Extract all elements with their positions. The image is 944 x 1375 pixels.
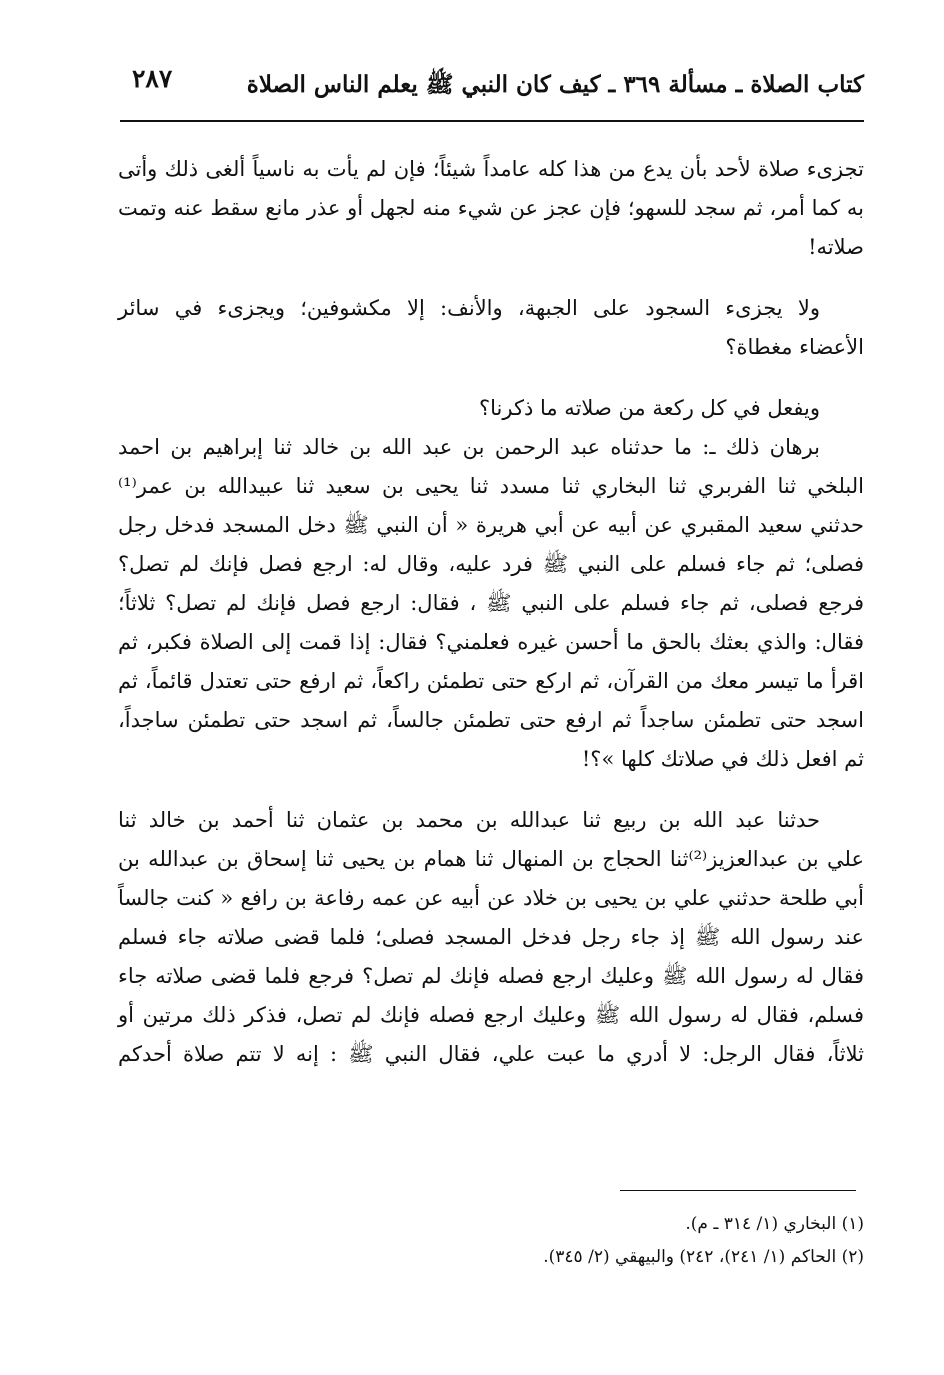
paragraph-2 (118, 289, 864, 367)
paragraph-5 (118, 801, 864, 1074)
text-line: الأعضاء مغطاة؟ (725, 335, 864, 359)
text-line: اسجد حتى تطمئن ساجداً ثم ارفع حتى تطمئن جالساً، ثم اسجد حتى تطمئن ساجداً، (118, 708, 864, 732)
text-line: برهان ذلك ـ: ما حدثناه عبد الرحمن بن عبد الله بن خالد ثنا إبراهيم بن احمد (118, 435, 820, 459)
text-line: حدثني سعيد المقبري عن أبيه عن أبي هريرة « أن النبي ﷺ دخل المسجد فدخل رجل (118, 513, 864, 537)
main-text (118, 150, 864, 1074)
footnote-1: (١) البخاري (١/ ٣١٤ ـ م). (685, 1214, 864, 1234)
text-line: اقرأ ما تيسر معك من القرآن، ثم اركع حتى تطمئن راكعاً، ثم ارفع حتى تعتدل قائماً، ثم (118, 669, 864, 693)
footnotes (118, 1208, 864, 1274)
text-line: صلاته! (808, 235, 864, 259)
paragraph-4 (118, 428, 864, 779)
paragraph-1 (118, 150, 864, 267)
page-header (120, 62, 864, 114)
paragraph-3 (118, 389, 864, 428)
text-line: ويفعل في كل ركعة من صلاته ما ذكرنا؟ (478, 396, 820, 420)
running-title: كتاب الصلاة ـ مسألة ٣٦٩ ـ كيف كان النبي ﷺ يعلم الناس الصلاة (246, 71, 864, 98)
text-line: عند رسول الله ﷺ إذ جاء رجل فدخل المسجد فصلى؛ فلما قضى صلاته جاء فسلم (118, 925, 864, 949)
text-line: فقال له رسول الله ﷺ وعليك ارجع فصله فإنك لم تصل؟ فرجع فلما قضى صلاته جاء (118, 964, 864, 988)
text-line: أبي طلحة حدثني علي بن يحيى بن خلاد عن أبيه عن عمه رفاعة بن رافع « كنت جالساً (118, 886, 864, 910)
text-line: تجزىء صلاة لأحد بأن يدع من هذا كله عامداً شيئاً؛ فإن لم يأت به ناسياً ألغى ذلك وأتى (118, 157, 864, 181)
text-line: به كما أمر، ثم سجد للسهو؛ فإن عجز عن شيء منه لجهل أو عذر مانع سقط عنه وتمت (118, 196, 864, 220)
text-line: البلخي ثنا الفربري ثنا البخاري ثنا مسدد ثنا يحيى بن سعيد ثنا عبيدالله بن عمر⁽¹⁾ (118, 474, 864, 498)
text-line: علي بن عبدالعزيز⁽²⁾ثنا الحجاج بن المنهال ثنا همام بن يحيى ثنا إسحاق بن عبدالله بن (118, 847, 864, 871)
text-line: حدثنا عبد الله بن ربيع ثنا عبدالله بن محمد بن عثمان ثنا أحمد بن خالد ثنا (118, 808, 820, 832)
text-line: ولا يجزىء السجود على الجبهة، والأنف: إلا مكشوفين؛ ويجزىء في سائر (118, 296, 820, 320)
header-rule (120, 120, 864, 122)
text-line: فقال: والذي بعثك بالحق ما أحسن غيره فعلمني؟ فقال: إذا قمت إلى الصلاة فكبر، ثم (118, 630, 864, 654)
text-line: فسلم، فقال له رسول الله ﷺ وعليك ارجع فصله فإنك لم تصل، فذكر ذلك مرتين أو (118, 1003, 864, 1027)
text-line: ثلاثاً، فقال الرجل: لا أدري ما عبت علي، فقال النبي ﷺ : إنه لا تتم صلاة أحدكم (118, 1042, 864, 1066)
text-line: ثم افعل ذلك في صلاتك كلها »؟! (581, 747, 864, 771)
text-line: فصلى؛ ثم جاء فسلم على النبي ﷺ فرد عليه، وقال له: ارجع فصل فإنك لم تصل؟ (118, 552, 864, 576)
footnote-2: (٢) الحاكم (١/ ٢٤١)، ٢٤٢) والبيهقي (٢/ ٣٤٥). (543, 1247, 864, 1267)
text-line: فرجع فصلى، ثم جاء فسلم على النبي ﷺ ، فقال: ارجع فصل فإنك لم تصل؟ ثلاثاً؛ (118, 591, 864, 615)
footnote-rule (620, 1190, 856, 1191)
page-number: ٢٨٧ (132, 64, 173, 93)
